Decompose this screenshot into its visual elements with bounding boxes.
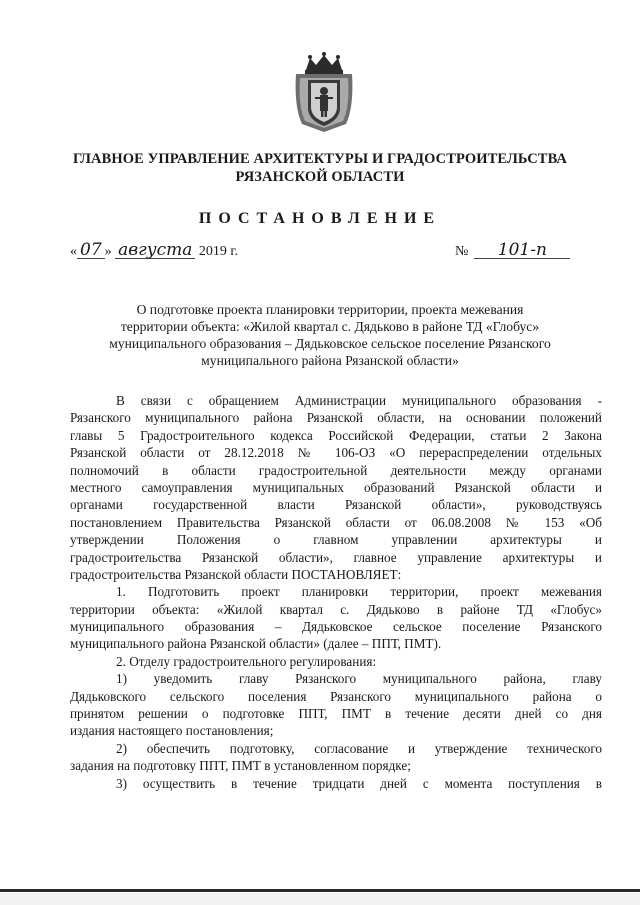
document-date	[70, 240, 239, 260]
body-line: утверждении Положения о главном управлении архитектуры и	[70, 532, 602, 548]
date-close-quote: »	[104, 244, 112, 259]
date-year: 2019 г.	[198, 244, 239, 259]
body-line: Рязанской области от 28.12.2018 № 106-ОЗ «О перераспределении отдельных	[70, 445, 602, 461]
body-line: муниципального образования – Дядьковское сельское поселение Рязанского	[70, 619, 602, 635]
subject-line: территории объекта: «Жилой квартал с. Дядьково в районе ТД «Глобус»	[120, 319, 540, 334]
organization-name-line2: РЯЗАНСКОЙ ОБЛАСТИ	[235, 169, 405, 185]
scan-margin	[0, 893, 640, 905]
body-line: издания настоящего постановления;	[70, 723, 274, 739]
subject-line: муниципального района Рязанской области»	[201, 353, 459, 368]
body-line: 3) осуществить в течение тридцати дней с момента поступления в	[116, 775, 602, 791]
body-line: Дядьковского сельского поселения Рязанского муниципального района о	[70, 688, 602, 704]
body-line: полномочий в области градостроительной деятельности между органами	[70, 462, 602, 478]
document-subject	[80, 301, 580, 369]
number-label: №	[455, 244, 469, 259]
body-line: В связи с обращением Администрации муниципального образования -	[116, 393, 602, 408]
body-line: принятом решении о подготовке ППТ, ПМТ в течение десяти дней со дня	[70, 706, 602, 722]
body-line: градостроительства Рязанской области ПОСТАНОВЛЯЕТ:	[70, 566, 402, 582]
body-line: 1) уведомить главу Рязанского муниципального района, главу	[116, 671, 602, 687]
subject-line: О подготовке проекта планировки территории, проекта межевания	[136, 302, 524, 317]
document-type: ПОСТАНОВЛЕНИЕ	[198, 210, 442, 227]
body-line: муниципального района Рязанской области» (далее – ППТ, ПМТ).	[70, 636, 442, 652]
scan-edge	[0, 889, 640, 892]
subject-line: муниципального образования – Дядьковское сельское поселение Рязанского	[109, 336, 551, 351]
coat-of-arms-icon	[292, 52, 356, 134]
body-line: градостроительства Рязанской области», главное управление архитектуры и	[70, 549, 602, 565]
body-line: 1. Подготовить проект планировки территории, проект межевания	[116, 584, 602, 600]
date-month: августа	[115, 243, 195, 259]
date-day: 07	[77, 243, 105, 259]
body-line: главы 5 Градостроительного кодекса Российской Федерации, статьи 2 Закона	[70, 427, 602, 443]
date-open-quote: «	[70, 244, 77, 259]
body-line: задания на подготовку ППТ, ПМТ в установленном порядке;	[70, 758, 411, 774]
body-line: органами государственной власти Рязанской области», руководствуясь	[70, 497, 602, 513]
document-body	[70, 392, 602, 792]
organization-name-line1: ГЛАВНОЕ УПРАВЛЕНИЕ АРХИТЕКТУРЫ И ГРАДОСТРОИТЕЛЬСТВА	[72, 151, 568, 167]
body-line: Рязанского муниципального района Рязанской области, на основании положений	[70, 410, 602, 426]
body-line: постановлением Правительства Рязанской области от 06.08.2008 № 153 «Об	[70, 514, 602, 530]
body-line: местного самоуправления муниципальных образований Рязанской области и	[70, 479, 602, 495]
body-line: 2. Отделу градостроительного регулирования:	[116, 653, 377, 669]
body-line: 2) обеспечить подготовку, согласование и утверждение технического	[116, 740, 602, 756]
number-value: 101-п	[474, 243, 570, 259]
body-line: территории объекта: «Жилой квартал с. Дядьково в районе ТД «Глобус»	[70, 601, 602, 617]
document-number	[455, 240, 570, 260]
